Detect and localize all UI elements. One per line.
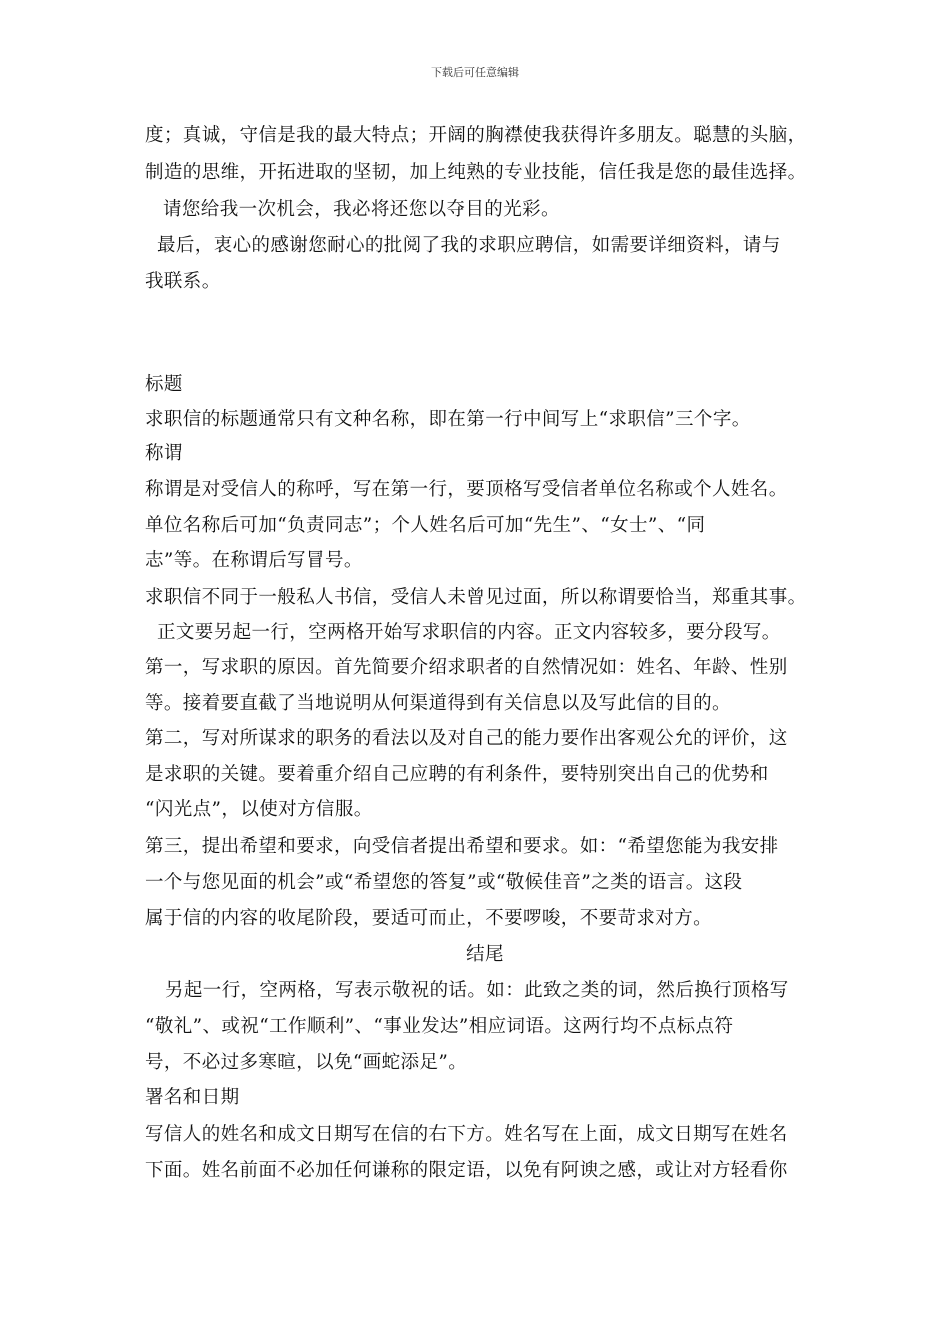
text-line: 一个与您见面的机会”或“希望您的答复”或“敬候佳音”之类的语言。这段 bbox=[145, 872, 743, 893]
text-line: 是求职的关键。要着重介绍自己应聘的有利条件，要特别突出自己的优势和 bbox=[145, 764, 769, 785]
text-line: 下面。姓名前面不必加任何谦称的限定语，以免有阿谀之感，或让对方轻看你 bbox=[145, 1160, 788, 1181]
text-line: 号，不必过多寒暄，以免“画蛇添足”。 bbox=[145, 1052, 468, 1073]
text-line: 第三，提出希望和要求，向受信者提出希望和要求。如：“希望您能为我安排 bbox=[145, 836, 779, 857]
text-line: 第二，写对所谋求的职务的看法以及对自己的能力要作出客观公允的评价，这 bbox=[145, 728, 788, 749]
text-line: 另起一行，空两格，写表示敬祝的话。如：此致之类的词，然后换行顶格写 bbox=[165, 980, 789, 1001]
section-heading-signature: 署名和日期 bbox=[145, 1087, 240, 1108]
text-line: 请您给我一次机会，我必将还您以夺目的光彩。 bbox=[163, 199, 560, 220]
text-line: 单位名称后可加“负责同志”；个人姓名后可加“先生”、“女士”、“同 bbox=[145, 515, 706, 536]
text-line: 制造的思维，开拓进取的坚韧，加上纯熟的专业技能，信任我是您的最佳选择。 bbox=[145, 162, 807, 183]
text-line: “敬礼”、或祝“工作顺利”、“事业发达”相应词语。这两行均不点标点符 bbox=[145, 1016, 734, 1037]
page-header: 下载后可任意编辑 bbox=[431, 66, 519, 79]
text-line: “闪光点”，以使对方信服。 bbox=[145, 799, 373, 820]
section-heading-title: 标题 bbox=[145, 374, 183, 395]
text-line: 正文要另起一行，空两格开始写求职信的内容。正文内容较多，要分段写。 bbox=[157, 622, 781, 643]
text-line: 最后，衷心的感谢您耐心的批阅了我的求职应聘信，如需要详细资料，请与 bbox=[157, 235, 781, 256]
text-line: 写信人的姓名和成文日期写在信的右下方。姓名写在上面，成文日期写在姓名 bbox=[145, 1124, 788, 1145]
section-heading-salutation: 称谓 bbox=[145, 443, 183, 464]
section-heading-ending: 结尾 bbox=[466, 944, 504, 965]
text-line: 志”等。在称谓后写冒号。 bbox=[145, 550, 363, 571]
text-line: 第一，写求职的原因。首先简要介绍求职者的自然情况如：姓名、年龄、性别 bbox=[145, 657, 788, 678]
text-line: 等。接着要直截了当地说明从何渠道得到有关信息以及写此信的目的。 bbox=[145, 693, 731, 714]
text-line: 属于信的内容的收尾阶段，要适可而止，不要啰唆，不要苛求对方。 bbox=[145, 908, 713, 929]
text-line: 求职信不同于一般私人书信，受信人未曾见过面，所以称谓要恰当，郑重其事。 bbox=[145, 587, 807, 608]
text-line: 我联系。 bbox=[145, 271, 221, 292]
text-line: 度；真诚，守信是我的最大特点；开阔的胸襟使我获得许多朋友。聪慧的头脑， bbox=[145, 125, 807, 146]
text-line: 称谓是对受信人的称呼，写在第一行，要顶格写受信者单位名称或个人姓名。 bbox=[145, 479, 788, 500]
text-line: 求职信的标题通常只有文种名称，即在第一行中间写上“求职信”三个字。 bbox=[145, 409, 751, 430]
